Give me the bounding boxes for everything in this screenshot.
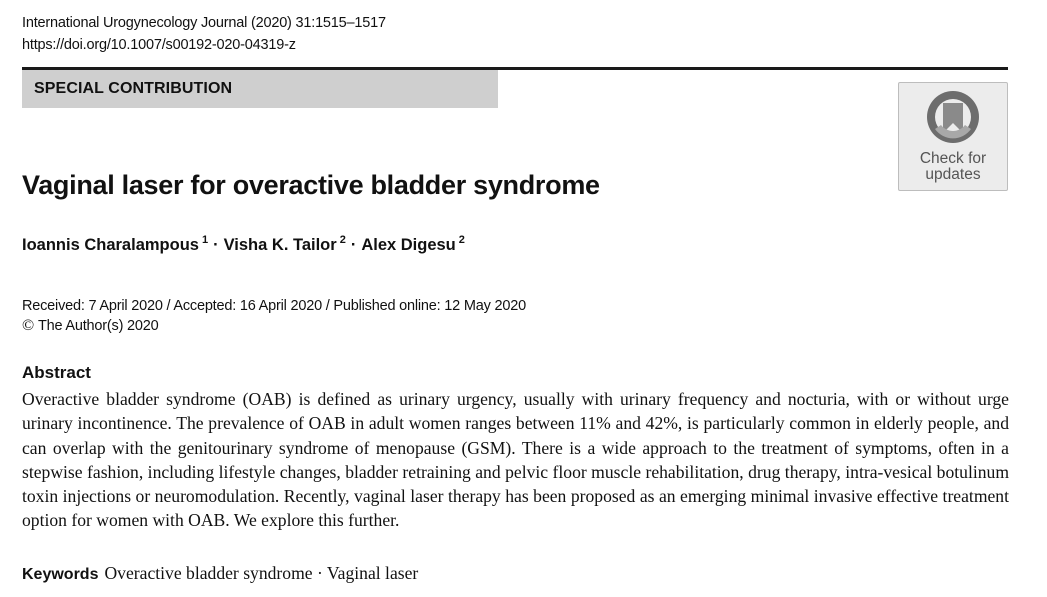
check-for-updates-button[interactable] <box>898 82 1008 191</box>
keywords-values: Overactive bladder syndrome · Vaginal laser <box>104 563 419 583</box>
article-title: Vaginal laser for overactive bladder syndrome <box>22 170 600 200</box>
copyright-line <box>22 316 159 336</box>
author-separator: · <box>213 236 219 254</box>
copyright-text: The Author(s) 2020 <box>37 318 159 334</box>
copyright-icon: © <box>22 317 34 334</box>
abstract-heading: Abstract <box>22 363 91 382</box>
author-name[interactable]: Alex Digesu <box>361 236 456 254</box>
keywords-section <box>22 562 418 586</box>
author-separator: · <box>350 236 357 254</box>
crossmark-icon <box>925 89 981 147</box>
author-affiliation[interactable]: 1 <box>201 234 209 246</box>
journal-citation: International Urogynecology Journal (2020) 31:1515–1517 <box>22 15 386 31</box>
abstract-text: Overactive bladder syndrome (OAB) is defined as urinary urgency, usually with urinary frequency and nocturia, with or without urge urinary incontinence. The prevalence of OAB in adult women ranges between 11% and 42%, is particularly common in elderly people, and can overlap with the genitourinary syndrome of menopause (GSM). There is a wide approach to the treatment of symptoms, often in a stepwise fashion, including lifestyle changes, bladder retraining and pelvic floor muscle rehabilitation, drug therapy, intra-vesical botulinum toxin injections or neuromodulation. Recently, vaginal laser therapy has been proposed as an emerging minimal invasive effective treatment option for women with OAB. We explore this further. <box>22 389 1009 531</box>
keywords-label: Keywords <box>22 566 99 583</box>
check-updates-label-line2: updates <box>925 166 981 183</box>
check-updates-label-line1: Check for <box>919 150 987 167</box>
author-affiliation[interactable]: 2 <box>339 234 346 246</box>
author-list <box>22 234 465 258</box>
author-name[interactable]: Visha K. Tailor <box>223 236 337 254</box>
doi-link[interactable]: https://doi.org/10.1007/s00192-020-04319-z <box>22 37 296 53</box>
author-name[interactable]: Ioannis Charalampous <box>22 236 199 254</box>
author-affiliation[interactable]: 2 <box>458 234 465 246</box>
section-label: SPECIAL CONTRIBUTION <box>22 70 498 108</box>
publication-dates: Received: 7 April 2020 / Accepted: 16 April 2020 / Published online: 12 May 2020 <box>22 298 526 314</box>
